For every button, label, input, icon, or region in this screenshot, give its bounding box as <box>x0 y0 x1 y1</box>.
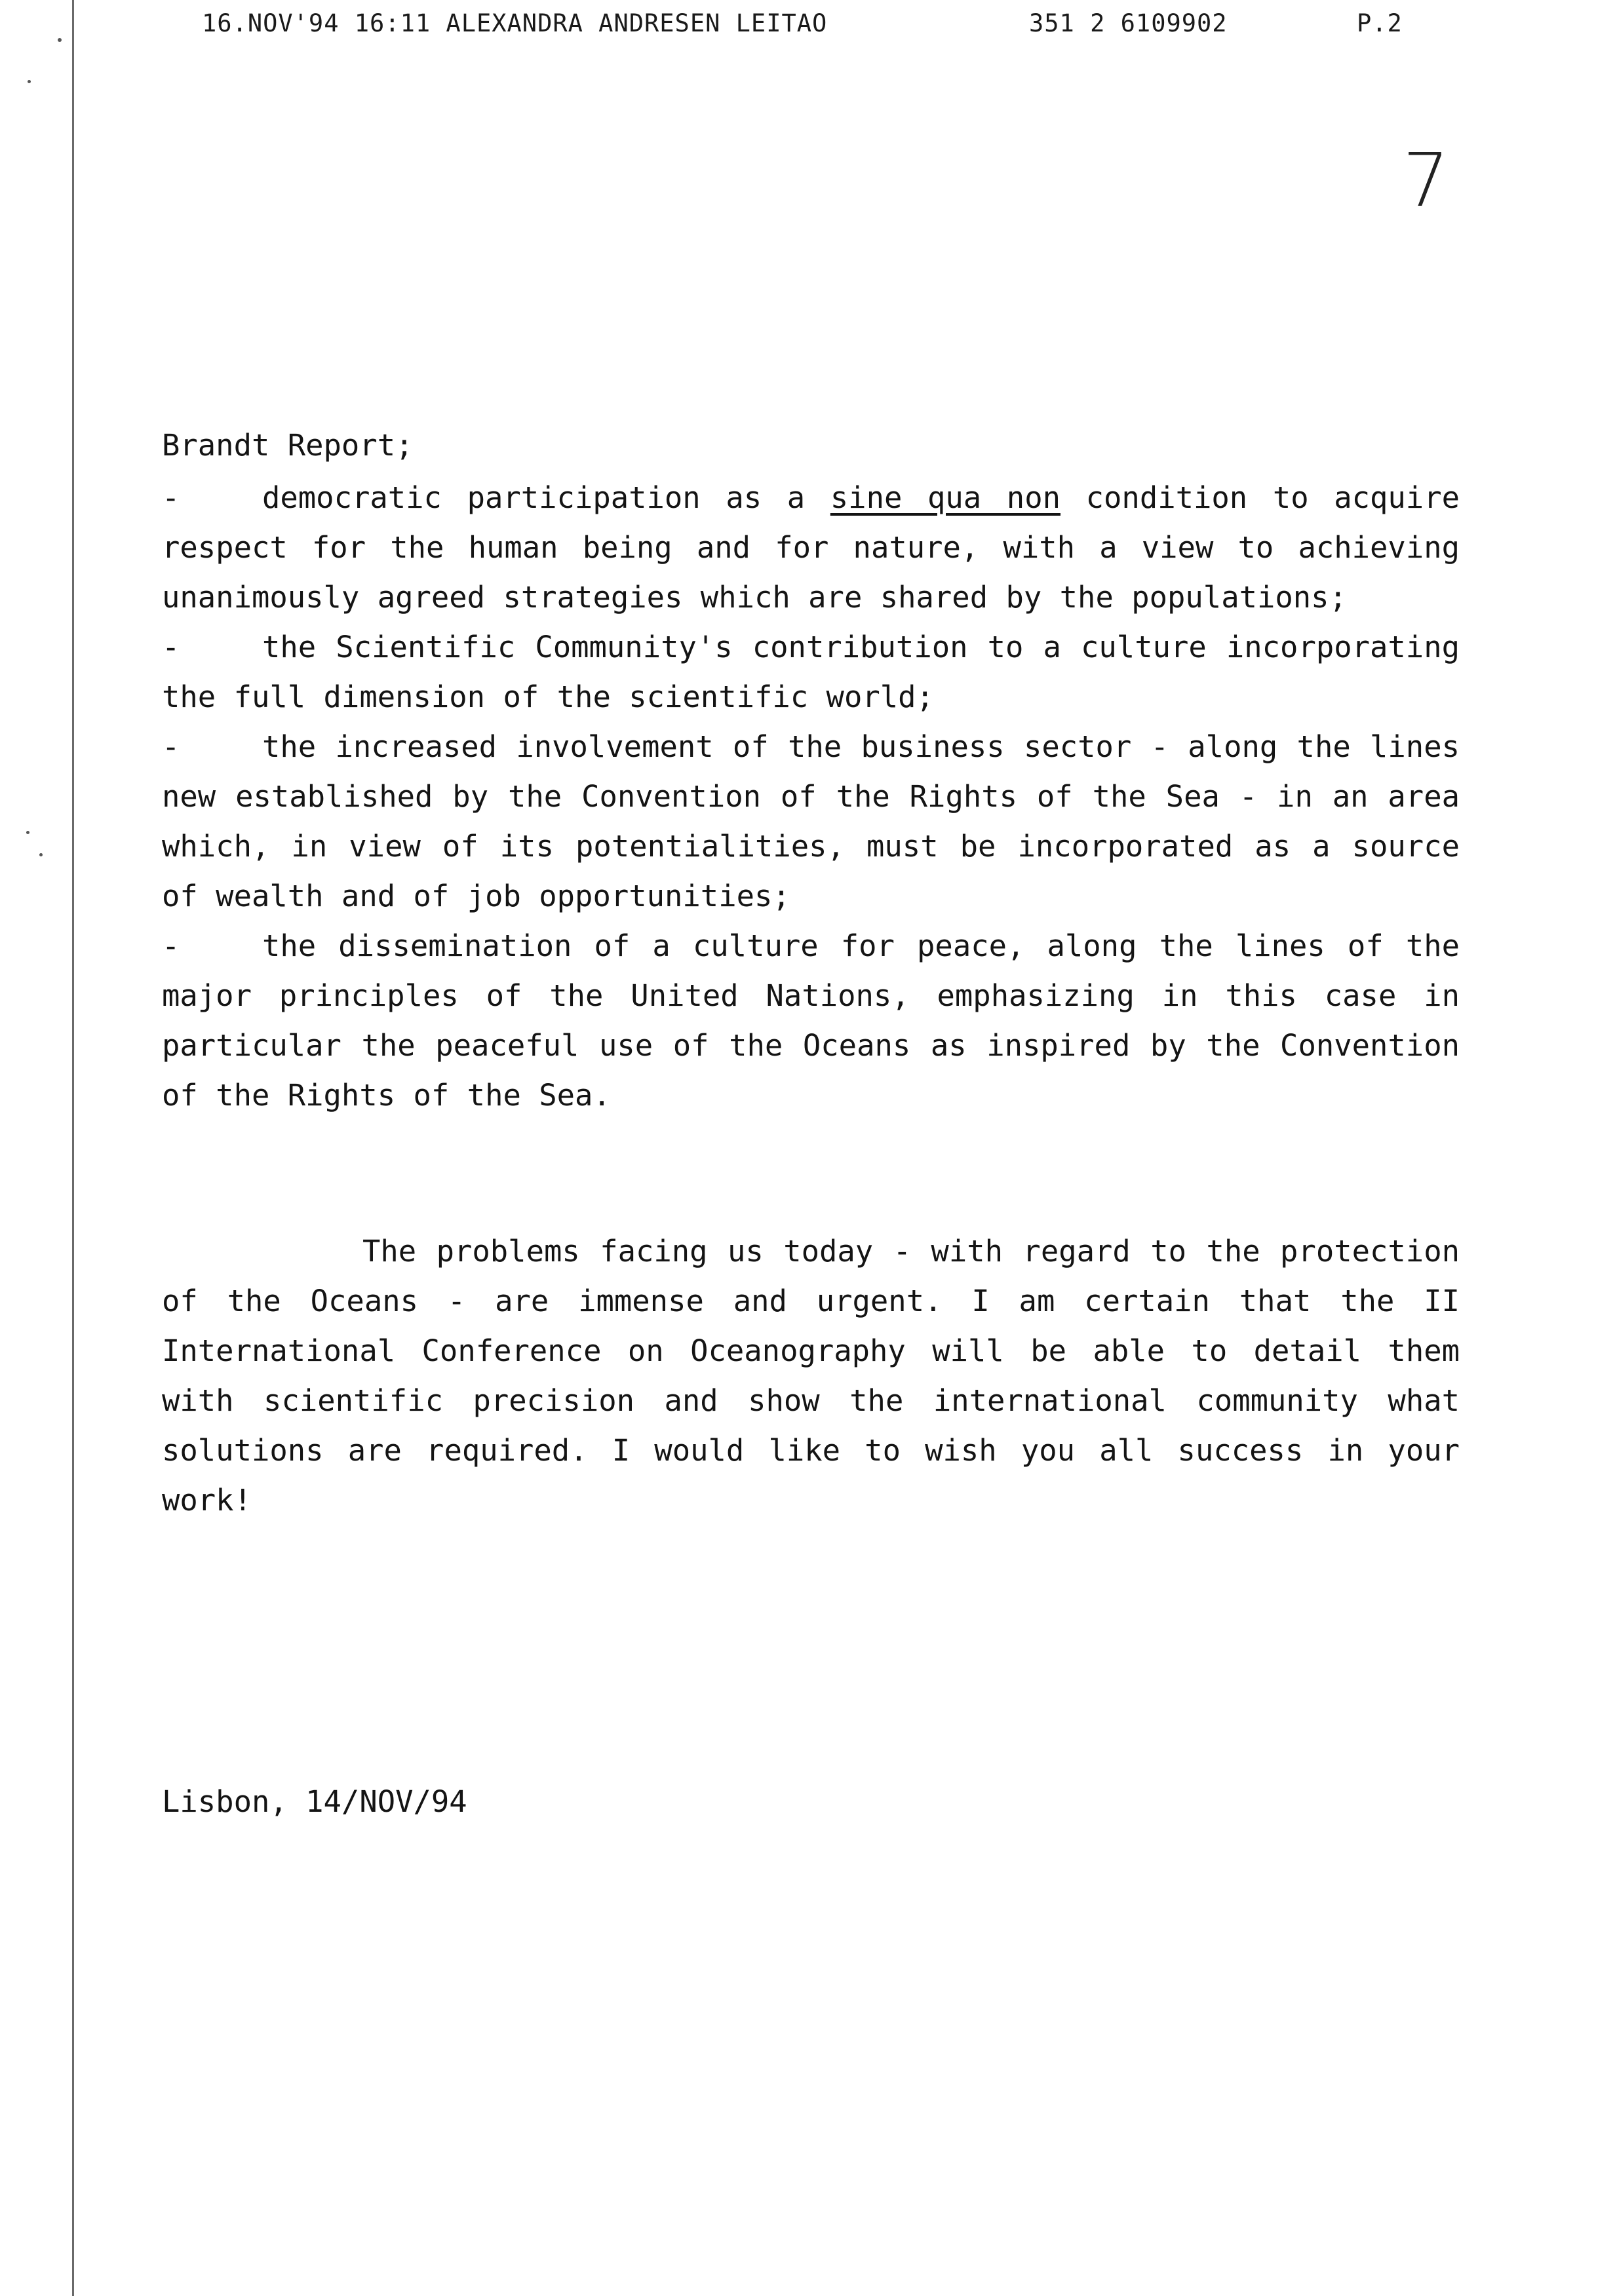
list-item <box>162 921 1460 1120</box>
fax-header-phone: 351 2 6109902 <box>1029 9 1228 37</box>
heading-text: Brandt Report; <box>162 428 414 463</box>
list-item <box>162 622 1460 722</box>
bullet-text: the increased involvement of the business sector - along the lines new established by the Convention of the Rights of the Sea - in an area which, in view of its potentialities, must be incorporated as a source of wealth and of job opportunities; <box>162 729 1460 913</box>
report-heading <box>162 421 1460 470</box>
bullet-dash: - <box>162 928 180 963</box>
bullet-text: the dissemination of a culture for peace, along the lines of the major principles of the United Nations, emphasizing in this case in particular the peaceful use of the Oceans as inspired by the Convention of the Rights of the Sea. <box>162 928 1460 1113</box>
fax-header <box>0 9 1615 48</box>
latin-phrase: sine qua non <box>830 480 1060 515</box>
bullet-text: democratic participation as a <box>262 480 830 515</box>
bullet-dash: - <box>162 630 180 664</box>
scan-speck <box>26 831 29 834</box>
closing-section <box>162 1227 1460 1525</box>
bullet-dash: - <box>162 480 180 515</box>
scan-speck <box>28 80 31 83</box>
bullet-text: the Scientific Community's contribution to a culture incorporating the full dimension of the scientific world; <box>162 630 1460 714</box>
bullet-dash: - <box>162 729 180 764</box>
fax-header-page: P.2 <box>1357 9 1403 37</box>
bullet-text: condition to acquire respect for the human being and for nature, with a view to achieving unanimously agreed strategies which are shared by the populations; <box>162 480 1460 615</box>
fax-header-datetime-sender: 16.NOV'94 16:11 ALEXANDRA ANDRESEN LEITAO <box>202 9 828 37</box>
list-item <box>162 473 1460 622</box>
list-item <box>162 722 1460 921</box>
scan-speck <box>39 853 43 856</box>
bullet-list <box>162 473 1460 1120</box>
handwritten-page-number: 7 <box>1403 138 1450 223</box>
place-date: Lisbon, 14/NOV/94 <box>162 1784 467 1819</box>
closing-paragraph: The problems facing us today - with regard to the protection of the Oceans - are immense and urgent. I am certain that the II International Conference on Oceanography will be able to detail them with scientific precision and show the international community what solutions are required. I would like to wish you all success in your work! <box>162 1234 1460 1518</box>
place-date-section <box>162 1777 1460 1827</box>
fax-margin-line <box>72 0 74 2296</box>
